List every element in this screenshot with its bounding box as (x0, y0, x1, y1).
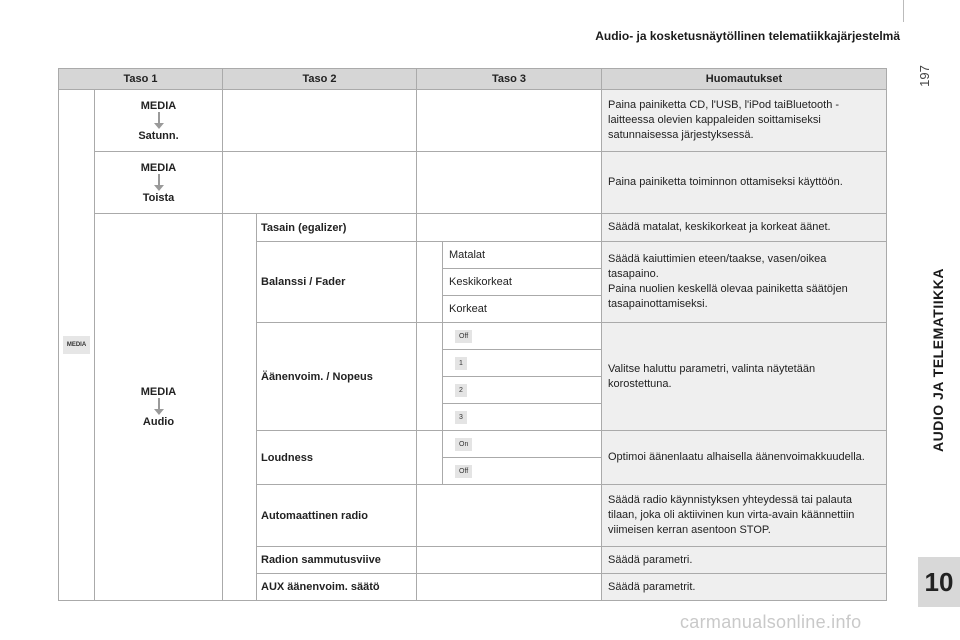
option-off-chip: Off (455, 330, 472, 343)
table-row (59, 90, 887, 152)
menu-item-tasain: Tasain (egalizer) (257, 214, 417, 242)
level2-top: MEDIA (140, 99, 177, 112)
option-cell (443, 377, 602, 404)
indent-cell (223, 214, 257, 601)
chapter-title (916, 160, 960, 560)
note-cell: Valitse haluttu parametri, valinta näytetään korostettuna. (602, 323, 887, 431)
level2-label: Audio (142, 416, 175, 428)
option-keskikorkeat: Keskikorkeat (443, 269, 602, 296)
note-cell: Paina painiketta toiminnon ottamiseksi käyttöön. (602, 152, 887, 214)
indent-cell (417, 323, 443, 431)
note-cell: Säädä kaiuttimien eteen/taakse, vasen/oikea tasapaino. Paina nuolien keskellä olevaa painiketta säätöjen tasapainottamiseksi. (602, 242, 887, 323)
option-cell (443, 350, 602, 377)
note-cell: Paina painiketta CD, l'USB, l'iPod taiBluetooth -laitteessa olevien kappaleiden soittamiseksi satunnaisessa järjestyksessä. (602, 90, 887, 152)
empty-cell (417, 214, 602, 242)
option-korkeat: Korkeat (443, 296, 602, 323)
table-row (59, 214, 887, 242)
menu-item-aux: AUX äänenvoim. säätö (257, 574, 417, 601)
table-header-row (59, 69, 887, 90)
option-1-chip: 1 (455, 357, 467, 370)
note-cell: Optimoi äänenlaatu alhaisella äänenvoimakkuudella. (602, 431, 887, 485)
empty-cell (417, 547, 602, 574)
note-cell: Säädä matalat, keskikorkeat ja korkeat äänet. (602, 214, 887, 242)
option-off-chip: Off (455, 465, 472, 478)
table-row (59, 152, 887, 214)
option-on-chip: On (455, 438, 472, 451)
empty-cell (223, 152, 417, 214)
arrow-down-icon (153, 112, 165, 130)
empty-cell (417, 90, 602, 152)
note-cell: Säädä parametri. (602, 547, 887, 574)
option-cell (443, 431, 602, 458)
menu-item-aanenvoim: Äänenvoim. / Nopeus (257, 323, 417, 431)
level2-top: MEDIA (140, 386, 177, 398)
watermark: carmanualsonline.info (680, 612, 862, 632)
header-taso-3: Taso 3 (417, 69, 602, 90)
option-3-chip: 3 (455, 411, 467, 424)
indent-cell (417, 431, 443, 485)
menu-item-balanssi: Balanssi / Fader (257, 242, 417, 323)
level2-label: Toista (142, 191, 175, 204)
chapter-title-text: AUDIO JA TELEMATIIKKA (930, 268, 946, 452)
empty-cell (417, 152, 602, 214)
option-cell (443, 404, 602, 431)
page-number: 197 (917, 65, 932, 87)
header-taso-1: Taso 1 (59, 69, 223, 90)
indent-cell (417, 242, 443, 323)
top-rule (903, 0, 904, 22)
level2-label: Satunn. (138, 129, 179, 142)
header-huomautukset: Huomautukset (602, 69, 887, 90)
menu-item-satunn (95, 90, 223, 152)
chapter-number: 10 (918, 557, 960, 607)
level2-top: MEDIA (140, 161, 177, 174)
menu-item-sammutus: Radion sammutusviive (257, 547, 417, 574)
empty-cell (417, 574, 602, 601)
arrow-down-icon (153, 398, 165, 416)
media-button-icon: MEDIA (63, 336, 90, 354)
empty-cell (223, 90, 417, 152)
header-taso-2: Taso 2 (223, 69, 417, 90)
option-cell (443, 323, 602, 350)
media-level-cell (59, 90, 95, 601)
empty-cell (417, 485, 602, 547)
option-2-chip: 2 (455, 384, 467, 397)
note-cell: Säädä parametrit. (602, 574, 887, 601)
note-cell: Säädä radio käynnistyksen yhteydessä tai palauta tilaan, joka oli aktiivinen kun virta-avain käännettiin viimeisen kerran asentoon STOP. (602, 485, 887, 547)
page-header-title: Audio- ja kosketusnäytöllinen telematiikkajärjestelmä (595, 29, 900, 43)
option-matalat: Matalat (443, 242, 602, 269)
menu-item-toista (95, 152, 223, 214)
menu-item-audio (95, 214, 223, 601)
menu-table (58, 68, 887, 601)
menu-item-loudness: Loudness (257, 431, 417, 485)
menu-item-autoradio: Automaattinen radio (257, 485, 417, 547)
arrow-down-icon (153, 174, 165, 192)
option-cell (443, 458, 602, 485)
